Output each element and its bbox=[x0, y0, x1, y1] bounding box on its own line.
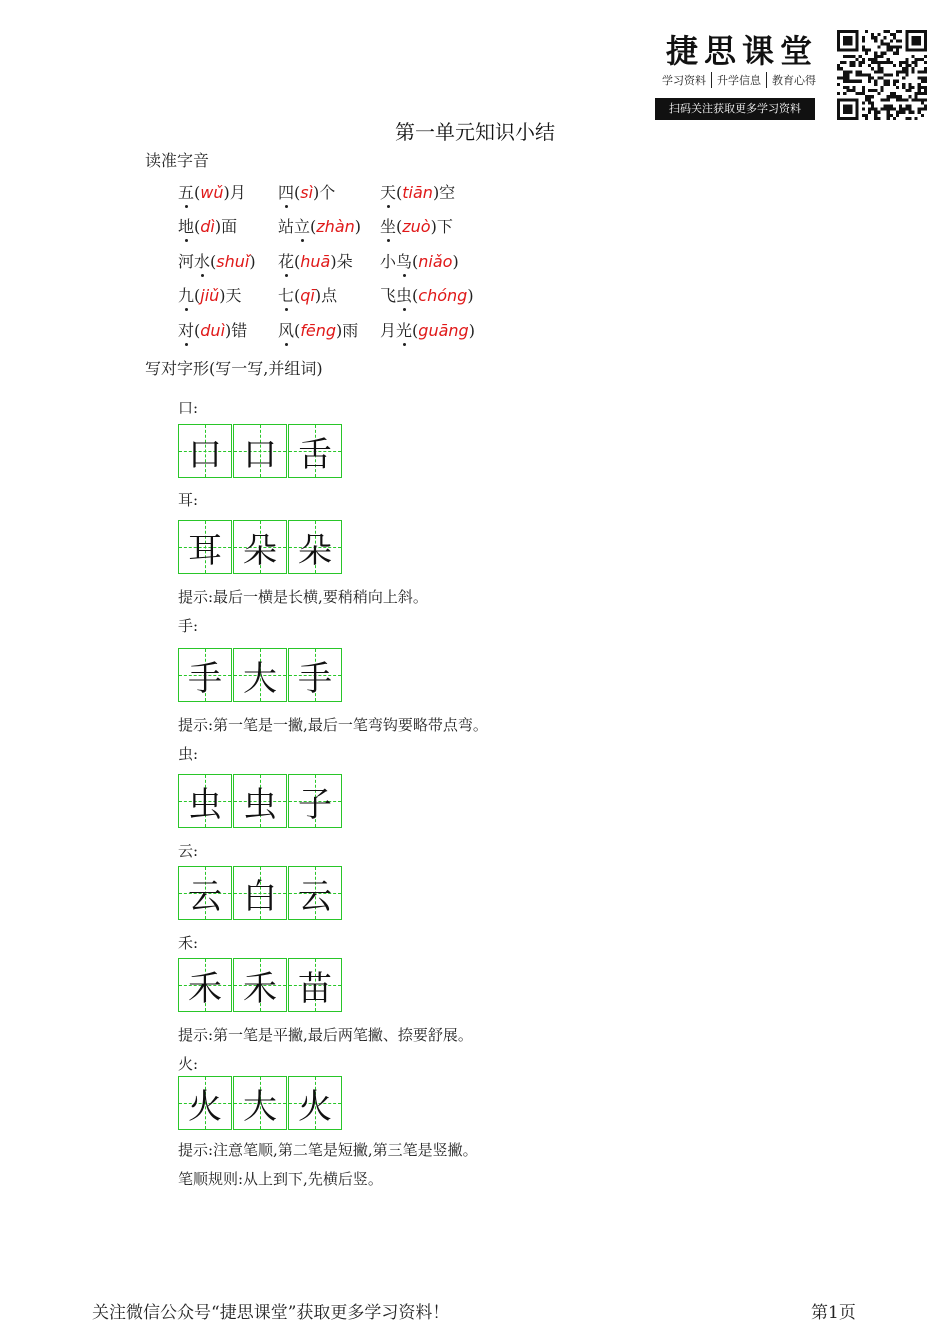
word-prefix: 月 bbox=[380, 321, 397, 340]
pinyin-text: wǔ bbox=[200, 183, 224, 202]
paren-open: ( bbox=[194, 286, 201, 305]
tian-grid-cell bbox=[233, 774, 287, 828]
writing-box-row bbox=[178, 520, 343, 574]
tian-grid-cell bbox=[178, 1076, 232, 1130]
writing-box-row bbox=[178, 866, 343, 920]
tian-grid-cell bbox=[288, 648, 342, 702]
writing-box-row bbox=[178, 774, 343, 828]
practice-character: 手 bbox=[188, 658, 222, 699]
word-suffix: )天 bbox=[219, 286, 242, 305]
pinyin-item bbox=[178, 180, 246, 203]
paren-open: ( bbox=[194, 183, 201, 202]
practice-character: 口 bbox=[243, 434, 277, 475]
pinyin-item bbox=[178, 283, 242, 306]
practice-character: 火 bbox=[188, 1086, 222, 1127]
brand-link-study[interactable]: 学习资料 bbox=[657, 72, 712, 88]
pinyin-text: chóng bbox=[418, 286, 468, 305]
focus-character: 风 bbox=[278, 318, 294, 341]
practice-character: 耳 bbox=[188, 530, 222, 571]
pinyin-text: jiǔ bbox=[200, 286, 220, 305]
practice-character: 朵 bbox=[298, 530, 332, 571]
tian-grid-cell bbox=[233, 866, 287, 920]
pinyin-item bbox=[380, 180, 455, 203]
practice-character: 苗 bbox=[298, 968, 332, 1009]
paren-open: ( bbox=[194, 321, 201, 340]
brand-links bbox=[657, 72, 821, 88]
paren-open: ( bbox=[310, 217, 317, 236]
tian-grid-cell bbox=[233, 958, 287, 1012]
word-suffix: )面 bbox=[214, 217, 238, 236]
paren-open: ( bbox=[294, 252, 301, 271]
word-suffix: ) bbox=[354, 217, 362, 236]
brand-title: 捷思课堂 bbox=[666, 32, 819, 70]
practice-character: 白 bbox=[243, 876, 277, 917]
word-prefix: 飞 bbox=[380, 286, 397, 305]
writing-box-row bbox=[178, 648, 343, 702]
word-suffix: )点 bbox=[314, 286, 338, 305]
word-prefix: 河 bbox=[178, 252, 195, 271]
pinyin-item bbox=[178, 214, 237, 237]
word-suffix: )朵 bbox=[330, 252, 353, 271]
character-label: 火: bbox=[178, 1055, 199, 1073]
practice-character: 云 bbox=[188, 876, 222, 917]
focus-character: 天 bbox=[380, 180, 396, 203]
pinyin-text: zuò bbox=[402, 217, 431, 236]
writing-tip: 提示:第一笔是平撇,最后两笔撇、捺要舒展。 bbox=[178, 1026, 473, 1044]
word-suffix: ) bbox=[467, 286, 474, 305]
tian-grid-cell bbox=[178, 520, 232, 574]
practice-character: 手 bbox=[298, 658, 332, 699]
focus-character: 水 bbox=[194, 249, 210, 272]
pinyin-text: niǎo bbox=[418, 252, 453, 271]
word-suffix: )空 bbox=[432, 183, 456, 202]
focus-character: 花 bbox=[278, 249, 294, 272]
focus-character: 对 bbox=[178, 318, 194, 341]
practice-character: 禾 bbox=[243, 968, 277, 1009]
pinyin-text: qī bbox=[300, 286, 315, 305]
pinyin-text: sì bbox=[300, 183, 314, 202]
character-label: 口: bbox=[178, 399, 199, 417]
page-number: 第1页 bbox=[811, 1303, 856, 1323]
practice-character: 云 bbox=[298, 876, 332, 917]
practice-character: 口 bbox=[188, 434, 222, 475]
writing-tip: 提示:最后一横是长横,要稍稍向上斜。 bbox=[178, 588, 428, 606]
writing-tip: 提示:注意笔顺,第二笔是短撇,第三笔是竖撇。 bbox=[178, 1141, 478, 1159]
footer-note: 关注微信公众号“捷思课堂”获取更多学习资料！ bbox=[92, 1303, 450, 1323]
word-suffix: )月 bbox=[223, 183, 246, 202]
word-suffix: )雨 bbox=[336, 321, 359, 340]
focus-character: 九 bbox=[178, 283, 194, 306]
pinyin-text: fēng bbox=[300, 321, 337, 340]
section-heading-writing: 写对字形(写一写,并组词) bbox=[145, 359, 323, 378]
character-label: 手: bbox=[178, 617, 199, 635]
pinyin-text: tiān bbox=[402, 183, 433, 202]
pinyin-text: huā bbox=[300, 252, 331, 271]
tian-grid-cell bbox=[178, 424, 232, 478]
word-suffix: ) bbox=[468, 321, 475, 340]
tian-grid-cell bbox=[288, 1076, 342, 1130]
writing-tip: 提示:第一笔是一撇,最后一笔弯钩要略带点弯。 bbox=[178, 716, 488, 734]
pinyin-item bbox=[178, 249, 256, 272]
paren-open: ( bbox=[294, 286, 301, 305]
word-prefix: 小 bbox=[380, 252, 397, 271]
tian-grid-cell bbox=[288, 866, 342, 920]
pinyin-item bbox=[278, 283, 337, 306]
focus-character: 地 bbox=[178, 214, 194, 237]
character-label: 耳: bbox=[178, 491, 199, 509]
qr-code-icon bbox=[837, 30, 927, 120]
focus-character: 立 bbox=[294, 214, 310, 237]
pinyin-item bbox=[178, 318, 247, 341]
paren-open: ( bbox=[396, 217, 403, 236]
paren-open: ( bbox=[412, 252, 419, 271]
pinyin-text: guāng bbox=[418, 321, 469, 340]
section-heading-pronunciation: 读准字音 bbox=[145, 151, 210, 170]
tian-grid-cell bbox=[288, 774, 342, 828]
character-label: 云: bbox=[178, 842, 199, 860]
writing-box-row bbox=[178, 958, 343, 1012]
tian-grid-cell bbox=[233, 648, 287, 702]
tian-grid-cell bbox=[233, 520, 287, 574]
word-suffix: )错 bbox=[225, 321, 248, 340]
pinyin-item bbox=[380, 318, 475, 341]
pinyin-item bbox=[380, 249, 459, 272]
paren-open: ( bbox=[412, 286, 419, 305]
page-title: 第一单元知识小结 bbox=[395, 120, 555, 144]
paren-open: ( bbox=[194, 217, 201, 236]
pinyin-text: zhàn bbox=[316, 217, 355, 236]
paren-open: ( bbox=[294, 321, 301, 340]
stroke-order-rule: 笔顺规则:从上到下,先横后竖。 bbox=[178, 1170, 383, 1188]
tian-grid-cell bbox=[288, 520, 342, 574]
writing-box-row bbox=[178, 1076, 343, 1130]
paren-open: ( bbox=[412, 321, 419, 340]
pinyin-text: dì bbox=[200, 217, 215, 236]
word-suffix: ) bbox=[452, 252, 459, 271]
pinyin-item bbox=[380, 214, 453, 237]
pinyin-item bbox=[278, 214, 361, 237]
focus-character: 光 bbox=[396, 318, 412, 341]
practice-character: 子 bbox=[298, 784, 332, 825]
pinyin-item bbox=[380, 283, 474, 306]
writing-box-row bbox=[178, 424, 343, 478]
tian-grid-cell bbox=[178, 648, 232, 702]
practice-character: 朵 bbox=[243, 530, 277, 571]
practice-character: 大 bbox=[243, 1086, 277, 1127]
pinyin-item bbox=[278, 249, 353, 272]
paren-open: ( bbox=[210, 252, 217, 271]
focus-character: 鸟 bbox=[396, 249, 412, 272]
word-suffix: )个 bbox=[313, 183, 336, 202]
tian-grid-cell bbox=[178, 774, 232, 828]
pinyin-item bbox=[278, 318, 358, 341]
tian-grid-cell bbox=[178, 866, 232, 920]
word-suffix: ) bbox=[249, 252, 256, 271]
brand-link-admission[interactable]: 升学信息 bbox=[712, 72, 767, 88]
brand-banner: 扫码关注获取更多学习资料 bbox=[655, 98, 815, 120]
word-prefix: 站 bbox=[278, 217, 295, 236]
tian-grid-cell bbox=[288, 424, 342, 478]
practice-character: 虫 bbox=[243, 784, 277, 825]
pinyin-text: shuǐ bbox=[216, 252, 250, 271]
practice-character: 火 bbox=[298, 1086, 332, 1127]
pinyin-text: duì bbox=[200, 321, 226, 340]
focus-character: 五 bbox=[178, 180, 194, 203]
practice-character: 舌 bbox=[298, 434, 332, 475]
brand-link-education[interactable]: 教育心得 bbox=[772, 74, 816, 87]
tian-grid-cell bbox=[288, 958, 342, 1012]
tian-grid-cell bbox=[233, 424, 287, 478]
pinyin-item bbox=[278, 180, 335, 203]
practice-character: 虫 bbox=[188, 784, 222, 825]
focus-character: 七 bbox=[278, 283, 294, 306]
tian-grid-cell bbox=[233, 1076, 287, 1130]
tian-grid-cell bbox=[178, 958, 232, 1012]
practice-character: 大 bbox=[243, 658, 277, 699]
paren-open: ( bbox=[396, 183, 403, 202]
practice-character: 禾 bbox=[188, 968, 222, 1009]
character-label: 禾: bbox=[178, 934, 199, 952]
character-label: 虫: bbox=[178, 745, 199, 763]
focus-character: 四 bbox=[278, 180, 294, 203]
word-suffix: )下 bbox=[430, 217, 453, 236]
paren-open: ( bbox=[294, 183, 301, 202]
focus-character: 坐 bbox=[380, 214, 396, 237]
focus-character: 虫 bbox=[396, 283, 412, 306]
